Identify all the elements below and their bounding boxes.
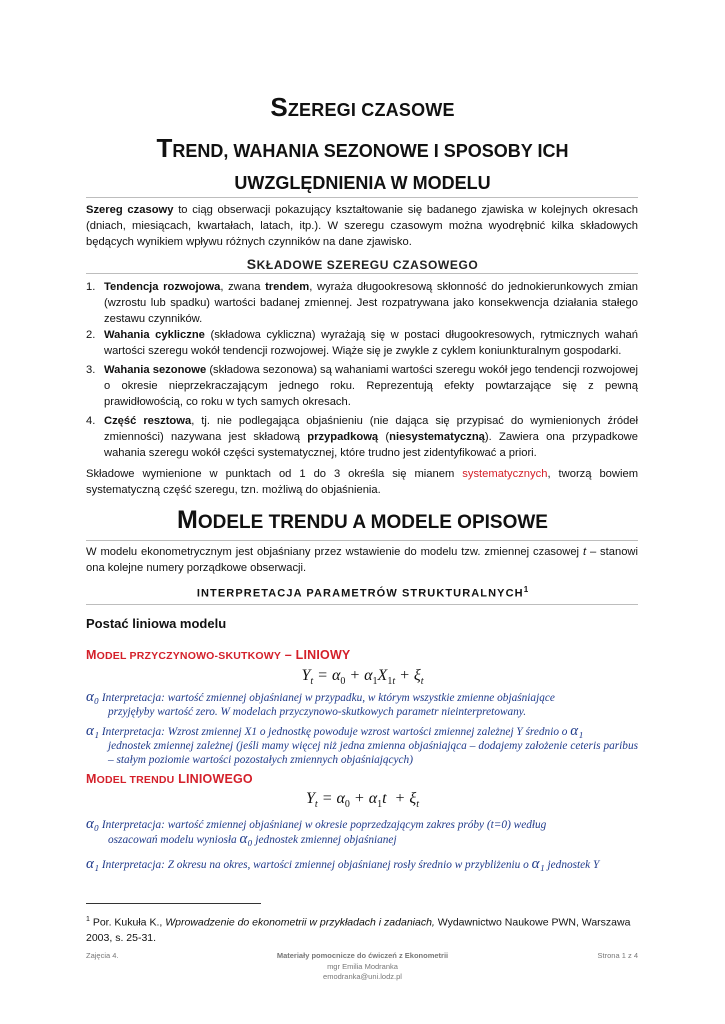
title-line-2: TREND, WAHANIA SEZONOWE I SPOSOBY ICH [156, 133, 569, 163]
footnote-rule [86, 903, 261, 904]
footer-right: Strona 1 z 4 [597, 951, 638, 960]
section2-rule [86, 540, 638, 541]
interpretation-alpha1-trend: α₁ Interpretacja: Z okresu na okres, wartości zmiennej objaśnianej rosły średnio w przybliżeniu o α₁ jednostek Y [86, 856, 600, 872]
interpretation-alpha0-trend: α₀ Interpretacja: wartość zmiennej objaśnianej w okresie poprzedzającym zakres próby (t=0) według oszacowań modelu wyniosła α₀ jednostek zmiennej objaśnianej [86, 816, 547, 847]
title-rule [86, 197, 638, 198]
component-item-3: 3. Wahania sezonowe (składowa sezonowa) są wahaniami wartości szeregu wokół jego tendencji rozwojowej o okresie nieprzekraczającym jednego roku. Reprezentują efekty powtarzające się z pewną prawidłowością, co roku w tych samych okresach. [86, 364, 638, 408]
components-rule [86, 273, 638, 274]
interpretation-rule [86, 604, 638, 605]
interpretation-alpha1-causal: α₁ Interpretacja: Wzrost zmiennej X1 o jednostkę powoduje wzrost wartości zmiennej zależnej Y średnio o α₁ jednostek zmiennej zależnej (jeśli mamy więcej niż jedna zmienna objaśniająca – dodajemy założenie ceteris paribus – stałym poziomie wartości pozostałych zmiennych objaśniających) [86, 723, 638, 766]
footer-center: Materiały pomocnicze do ćwiczeń z Ekonometrii mgr Emilia Modranka emodranka@uni.lodz.pl [276, 951, 449, 981]
components-heading: SKŁADOWE SZEREGU CZASOWEGO [246, 256, 479, 272]
section2-paragraph: W modelu ekonometrycznym jest objaśniany przez wstawienie do modelu tzw. zmiennej czasowej t – stanowi ona kolejne numery porządkowe obserwacji. [86, 546, 638, 574]
linear-form-heading: Postać liniowa modelu [86, 616, 227, 631]
footnote: $^1$ Por. Kukuła K., Wprowadzenie do ekonometrii w przykładach i zadaniach, Wydawnictwo Naukowe PWN, Warszawa 2003, s. 25-31. [86, 916, 631, 944]
section2-heading: MODELE TRENDU A MODELE OPISOWE [177, 506, 548, 534]
footer-left: Zajęcia 4. [86, 951, 119, 960]
interpretation-heading: INTERPRETACJA PARAMETRÓW STRUKTURALNYCH$^1$ [196, 585, 529, 600]
title-line-1: SZEREGI CZASOWE [270, 92, 455, 122]
component-item-2: 2. Wahania cykliczne (składowa cykliczna) wyrażają się w postaci długookresowych, rytmicznych wahań wartości szeregu wokół tendencji rozwojowej. Wiąże się je zwykle z cyklem koniunkturalnym gospodarki. [86, 329, 638, 357]
title-line-3: UWZGLĘDNIENIA W MODELU [234, 173, 491, 193]
interpretation-alpha0-causal: α₀ Interpretacja: wartość zmiennej objaśnianej w przypadku, w którym wszystkie zmienne objaśniające przyjęłyby wartość zero. W modelach przyczynowo-skutkowych parametr nieinterpretowany. [86, 689, 555, 718]
intro-paragraph: Szereg czasowy to ciąg obserwacji pokazujący kształtowanie się badanego zjawiska w kolejnych okresach (dniach, miesiącach, kwartałach, latach, itp.). W szeregu czasowym można wyodrębnić kilka składowych będących wynikiem wpływu różnych czynników na dane zjawisko. [86, 204, 638, 248]
component-item-4: 4. Część resztowa, tj. nie podlegająca objaśnieniu (nie dająca się przypisać do wymienionych źródeł zmienności) nazywana jest składową przypadkową (niesystematyczną). Zawiera ona przypadkowe wahania szeregu wokół części systematycznej, które trudno jest zidentyfikować a priori. [86, 415, 638, 459]
model-trend-heading: MODEL TRENDU LINIOWEGO [86, 772, 253, 786]
summary-paragraph: Składowe wymienione w punktach od 1 do 3 określa się mianem systematycznych, tworzą bowiem systematyczną część szeregu, tzn. możliwą do objaśnienia. [86, 468, 639, 496]
component-item-1: 1. Tendencja rozwojowa, zwana trendem, wyraża długookresową skłonność do jednokierunkowych zmian (wzrostu lub spadku) wartości badanej zmiennej. Jest rozpatrywana jako konsekwencja działania stałego zestawu czynników. [86, 281, 639, 325]
formula-causal-model: $Y_t = \alpha_0 + \alpha_1X_{1t} + \xi_t$ [301, 667, 424, 688]
model-causal-heading: MODEL PRZYCZYNOWO-SKUTKOWY – LINIOWY [86, 648, 351, 662]
formula-trend-model: $Y_t = \alpha_0 + \alpha_1t + \xi_t$ [306, 790, 419, 811]
